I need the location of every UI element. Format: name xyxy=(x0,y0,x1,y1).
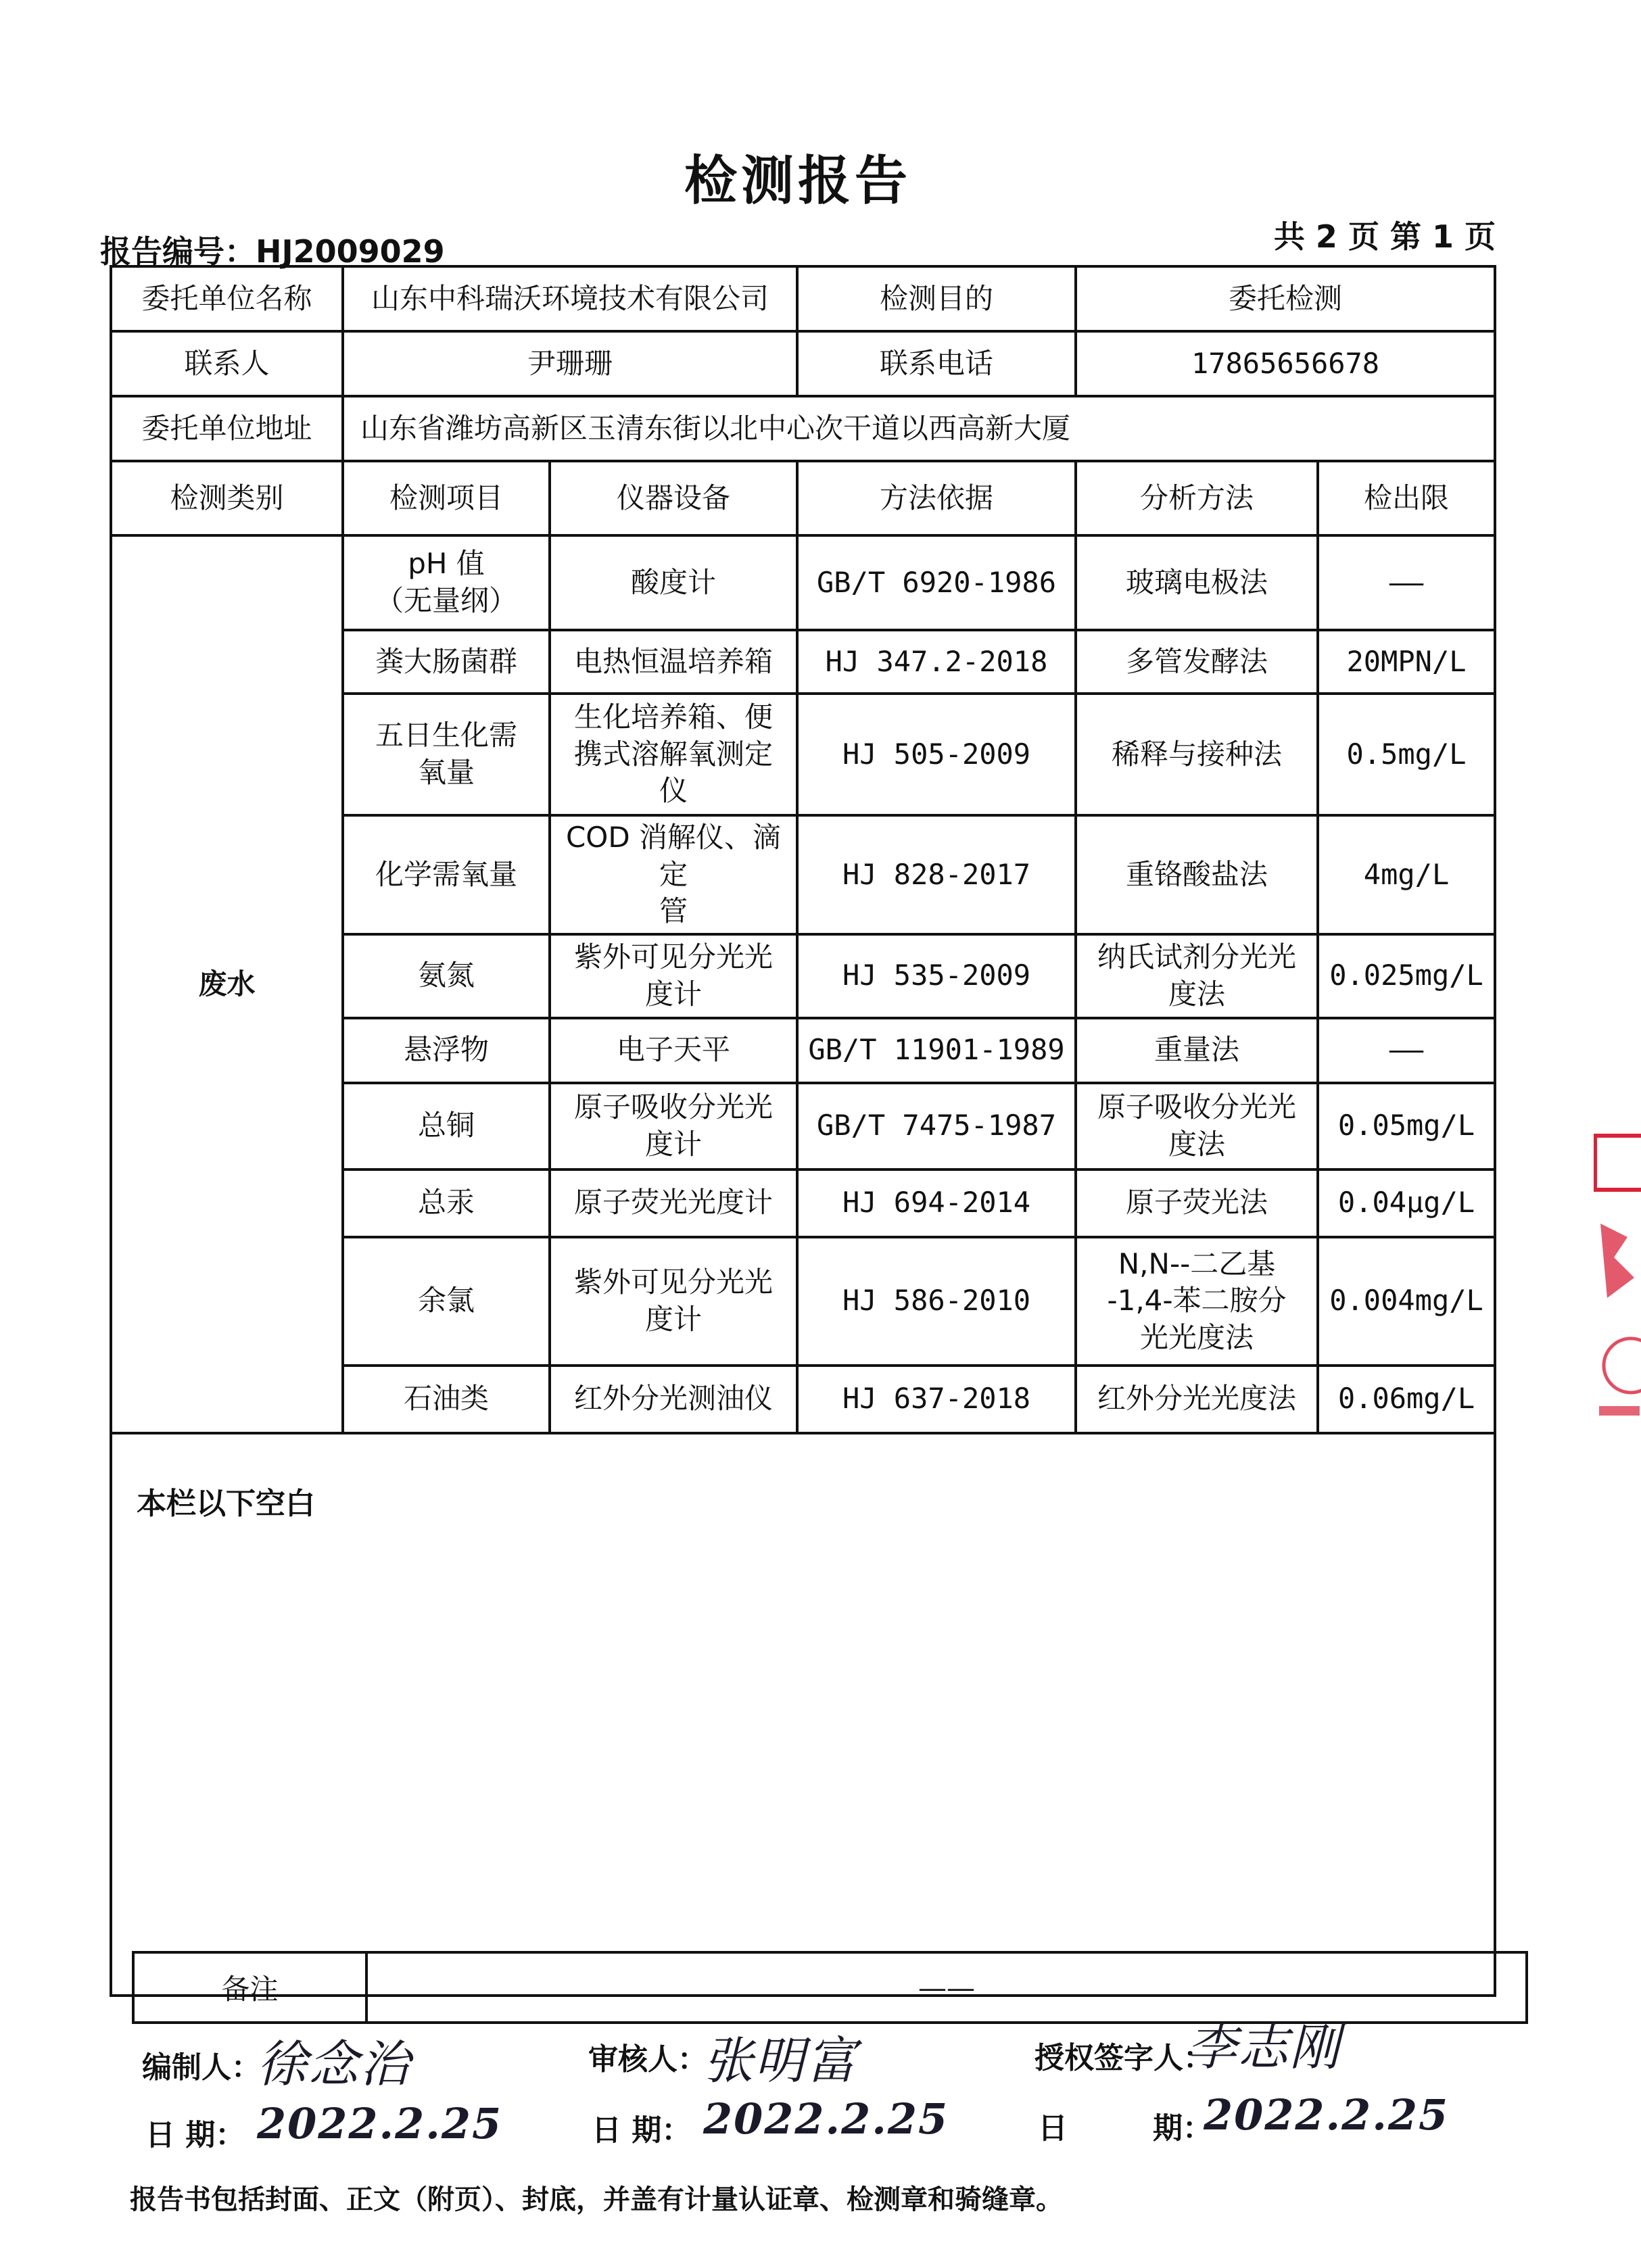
cell-instrument: 生化培养箱、便 携式溶解氧测定 仪 xyxy=(550,694,797,815)
report-title: 检测报告 xyxy=(684,151,911,212)
prepared-by-label: 编制人： xyxy=(142,2050,261,2085)
cell-item: 总汞 xyxy=(343,1169,550,1237)
date-label-3: 日 xyxy=(1038,2111,1068,2146)
cell-limit: 20MPN/L xyxy=(1318,630,1495,694)
cell-limit: 0.05mg/L xyxy=(1318,1083,1495,1169)
seal-stamp-fragment xyxy=(1594,1122,1641,1447)
cell-analysis: 红外分光光度法 xyxy=(1076,1366,1318,1433)
date-value-2: 2022.2.25 xyxy=(703,2094,949,2144)
cell-method: GB/T 11901-1989 xyxy=(797,1018,1076,1083)
cell-item: 悬浮物 xyxy=(343,1018,550,1083)
cell-instrument: 电子天平 xyxy=(550,1018,797,1083)
cell-item: 五日生化需 氧量 xyxy=(343,694,550,815)
cell-method: HJ 637-2018 xyxy=(797,1366,1076,1433)
cell-method: GB/T 6920-1986 xyxy=(797,535,1076,630)
cell-item: 化学需氧量 xyxy=(343,815,550,934)
cell-analysis: 原子吸收分光光 度法 xyxy=(1076,1083,1318,1169)
date-value-1: 2022.2.25 xyxy=(257,2099,503,2148)
cell-analysis: 多管发酵法 xyxy=(1076,630,1318,694)
blank-note: 本栏以下空白 xyxy=(137,1486,315,1521)
cell-method: HJ 347.2-2018 xyxy=(797,630,1076,694)
cell-limit: 0.5mg/L xyxy=(1318,694,1495,815)
cell-method: HJ 535-2009 xyxy=(797,934,1076,1018)
header-analysis: 分析方法 xyxy=(1076,461,1318,535)
date-value-3: 2022.2.25 xyxy=(1204,2090,1450,2140)
test-rows xyxy=(111,535,1495,1433)
header-limit: 检出限 xyxy=(1318,461,1495,535)
footer-note: 报告书包括封面、正文（附页）、封底，并盖有计量认证章、检测章和骑缝章。 xyxy=(130,2184,1063,2215)
purpose-value: 委托检测 xyxy=(1076,266,1495,331)
cell-analysis: 纳氏试剂分光光 度法 xyxy=(1076,934,1318,1018)
contact-value: 尹珊珊 xyxy=(343,331,797,396)
cell-instrument: 原子荧光光度计 xyxy=(550,1169,797,1237)
phone-value: 17865656678 xyxy=(1076,331,1495,396)
cell-item: 氨氮 xyxy=(343,934,550,1018)
cell-analysis: 玻璃电极法 xyxy=(1076,535,1318,630)
header-item: 检测项目 xyxy=(343,461,550,535)
address-value: 山东省潍坊高新区玉清东街以北中心次干道以西高新大厦 xyxy=(343,396,1495,461)
header-instrument: 仪器设备 xyxy=(550,461,797,535)
cell-limit: 4mg/L xyxy=(1318,815,1495,934)
cell-instrument: COD 消解仪、滴定 管 xyxy=(550,815,797,934)
date-label-3b: 期： xyxy=(1153,2111,1212,2146)
cell-item: 石油类 xyxy=(343,1366,550,1433)
blank-area xyxy=(111,1433,1495,1996)
cell-limit: 0.025mg/L xyxy=(1318,934,1495,1018)
cell-instrument: 酸度计 xyxy=(550,535,797,630)
cell-instrument: 原子吸收分光光 度计 xyxy=(550,1083,797,1169)
purpose-label: 检测目的 xyxy=(797,266,1076,331)
cell-limit: —— xyxy=(1318,1018,1495,1083)
cell-analysis: N,N--二乙基 -1,4-苯二胺分 光光度法 xyxy=(1076,1237,1318,1366)
authorized-label: 授权签字人： xyxy=(1034,2041,1213,2075)
page-info: 共 2 页 第 1 页 xyxy=(1273,218,1496,255)
cell-limit: —— xyxy=(1318,535,1495,630)
cell-analysis: 原子荧光法 xyxy=(1076,1169,1318,1237)
authorized-signature: 李志刚 xyxy=(1187,2019,1341,2077)
cell-limit: 0.06mg/L xyxy=(1318,1366,1495,1433)
cell-instrument: 电热恒温培养箱 xyxy=(550,630,797,694)
remarks-value: —— xyxy=(366,1952,1527,2023)
cell-method: GB/T 7475-1987 xyxy=(797,1083,1076,1169)
header-category: 检测类别 xyxy=(111,461,343,535)
cell-item: 粪大肠菌群 xyxy=(343,630,550,694)
cell-instrument: 紫外可见分光光 度计 xyxy=(550,1237,797,1366)
client-name: 山东中科瑞沃环境技术有限公司 xyxy=(343,266,797,331)
contact-label: 联系人 xyxy=(111,331,343,396)
prepared-by-signature: 徐念治 xyxy=(257,2035,411,2094)
remarks-label: 备注 xyxy=(133,1952,366,2023)
reviewer-label: 审核人： xyxy=(588,2042,707,2077)
category-cell: 废水 xyxy=(111,535,343,1433)
cell-item: pH 值 （无量纲） xyxy=(343,535,550,630)
client-name-label: 委托单位名称 xyxy=(111,266,343,331)
cell-method: HJ 505-2009 xyxy=(797,694,1076,815)
cell-method: HJ 828-2017 xyxy=(797,815,1076,934)
cell-limit: 0.04μg/L xyxy=(1318,1169,1495,1237)
cell-item: 总铜 xyxy=(343,1083,550,1169)
reviewer-signature: 张明富 xyxy=(703,2032,857,2090)
address-label: 委托单位地址 xyxy=(111,396,343,461)
cell-item: 余氯 xyxy=(343,1237,550,1366)
report-table xyxy=(110,265,1496,1997)
cell-analysis: 稀释与接种法 xyxy=(1076,694,1318,815)
cell-method: HJ 694-2014 xyxy=(797,1169,1076,1237)
date-label-1: 日 期： xyxy=(145,2118,245,2152)
report-number-label: 报告编号： xyxy=(100,233,256,270)
cell-analysis: 重量法 xyxy=(1076,1018,1318,1083)
report-number-value: HJ2009029 xyxy=(256,233,445,270)
table-row xyxy=(111,535,1495,630)
cell-instrument: 紫外可见分光光 度计 xyxy=(550,934,797,1018)
header-method-basis: 方法依据 xyxy=(797,461,1076,535)
phone-label: 联系电话 xyxy=(797,331,1076,396)
cell-limit: 0.004mg/L xyxy=(1318,1237,1495,1366)
cell-method: HJ 586-2010 xyxy=(797,1237,1076,1366)
cell-instrument: 红外分光测油仪 xyxy=(550,1366,797,1433)
date-label-2: 日 期： xyxy=(592,2113,692,2148)
cell-analysis: 重铬酸盐法 xyxy=(1076,815,1318,934)
